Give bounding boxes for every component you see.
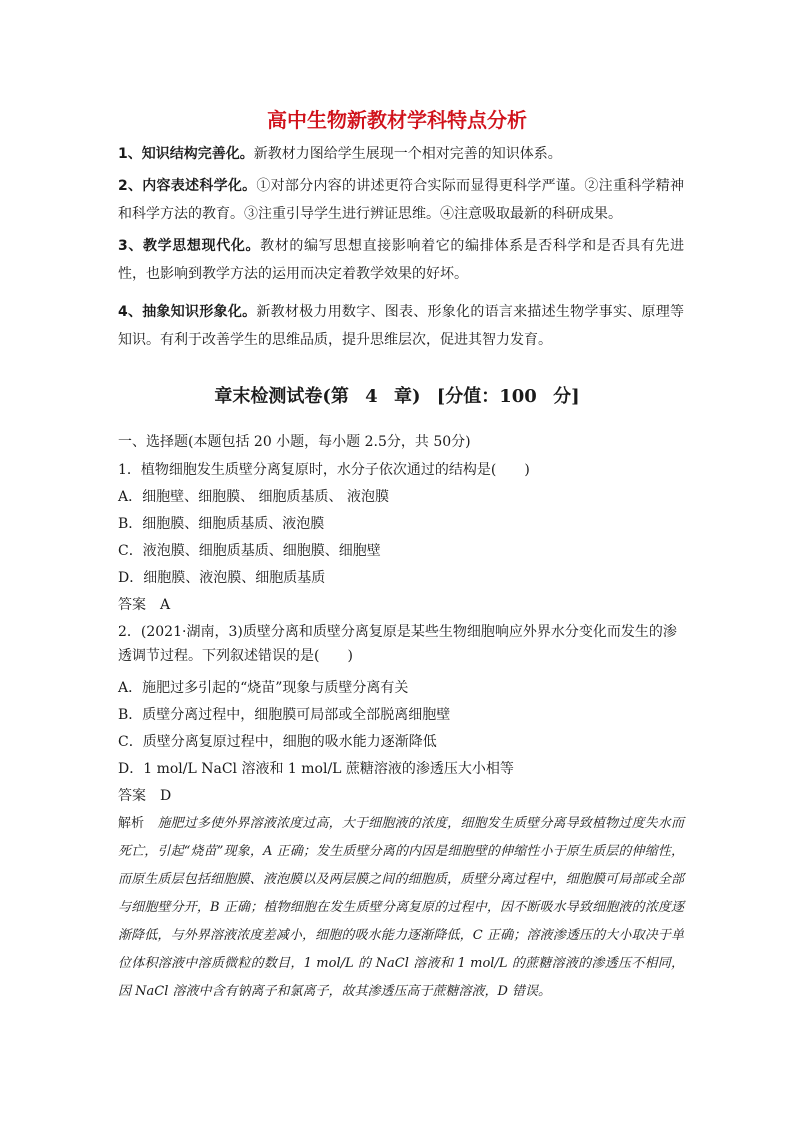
feature-2-label: 2、内容表述科学化。 <box>118 178 257 194</box>
q2-option-d: D．1 mol/L NaCl 溶液和 1 mol/L 蔗糖溶液的渗透压大小相等 <box>118 761 514 777</box>
section-heading: 一、选择题(本题包括 20 小题，每小题 2.5分，共 50分) <box>118 434 471 450</box>
feature-3-text: 教材的编写思想直接影响着它的编排体系是否科学和是否具有先进性，也影响到教学方法的运用而决定着教学效果的好坏。 <box>118 238 684 282</box>
feature-4-text: 新教材极力用数字、图表、形象化的语言来描述生物学事实、原理等知识。有利于改善学生的思维品质，提升思维层次，促进其智力发育。 <box>118 304 684 348</box>
page-title: 高中生物新教材学科特点分析 <box>267 108 527 132</box>
feature-1 <box>118 140 684 168</box>
feature-1-text: 新教材力图给学生展现一个相对完善的知识体系。 <box>253 146 562 162</box>
q1-option-b: B．细胞膜、细胞质基质、液泡膜 <box>118 516 325 532</box>
q2-option-a: A．施肥过多引起的“烧苗”现象与质壁分离有关 <box>118 680 409 696</box>
feature-2 <box>118 172 684 228</box>
q2-answer: 答案 D <box>118 788 172 804</box>
feature-2-text: ①对部分内容的讲述更符合实际而显得更科学严谨。②注重科学精神和科学方法的教育。③注重引导学生进行辨证思维。④注意吸取最新的科研成果。 <box>118 178 684 222</box>
q2-analysis-text: 施肥过多使外界溶液浓度过高，大于细胞液的浓度，细胞发生质壁分离导致植物过度失水而死亡，引起“烧苗”现象，A 正确；发生质壁分离的内因是细胞壁的伸缩性小于原生质层的伸缩性，而原生质层包括细胞膜、液泡膜以及两层膜之间的细胞质，质壁分离过程中，细胞膜可局部或全部与细胞壁分开，B 正确；植物细胞在发生质壁分离复原的过程中，因不断吸水导致细胞液的浓度逐渐降低，与外界溶液浓度差减小，细胞的吸水能力逐渐降低，C 正确；溶液渗透压的大小取决于单位体积溶液中溶质微粒的数目，1 mol/L 的 NaCl 溶液和 1 mol/L 的蔗糖溶液的渗透压不相同，因 NaCl 溶液中含有钠离子和氯离子，故其渗透压高于蔗糖溶液，D 错误。 <box>118 816 684 999</box>
q2-analysis <box>118 810 684 1006</box>
feature-4 <box>118 298 684 354</box>
q2-option-c: C．质壁分离复原过程中，细胞的吸水能力逐渐降低 <box>118 734 437 750</box>
q2-stem: 2．(2021·湖南，3)质壁分离和质壁分离复原是某些生物细胞响应外界水分变化而发生的渗透调节过程。下列叙述错误的是( ) <box>118 624 677 664</box>
feature-3 <box>118 232 684 288</box>
q1-option-a: A．细胞壁、细胞膜、 细胞质基质、 液泡膜 <box>118 489 390 505</box>
feature-4-label: 4、抽象知识形象化。 <box>118 304 257 320</box>
q1-stem: 1．植物细胞发生质壁分离复原时，水分子依次通过的结构是( ) <box>118 462 530 478</box>
feature-1-label: 1、知识结构完善化。 <box>118 146 254 162</box>
q1-option-c: C．液泡膜、细胞质基质、细胞膜、细胞壁 <box>118 543 381 559</box>
q1-option-d: D．细胞膜、液泡膜、细胞质基质 <box>118 570 326 586</box>
q1-answer: 答案 A <box>118 597 171 613</box>
test-title: 章末检测试卷(第 4 章) [分值：100 分] <box>214 386 580 407</box>
q2-analysis-label: 解析 <box>118 816 145 831</box>
q2-option-b: B．质壁分离过程中，细胞膜可局部或全部脱离细胞壁 <box>118 707 451 723</box>
feature-3-label: 3、教学思想现代化。 <box>118 238 261 254</box>
